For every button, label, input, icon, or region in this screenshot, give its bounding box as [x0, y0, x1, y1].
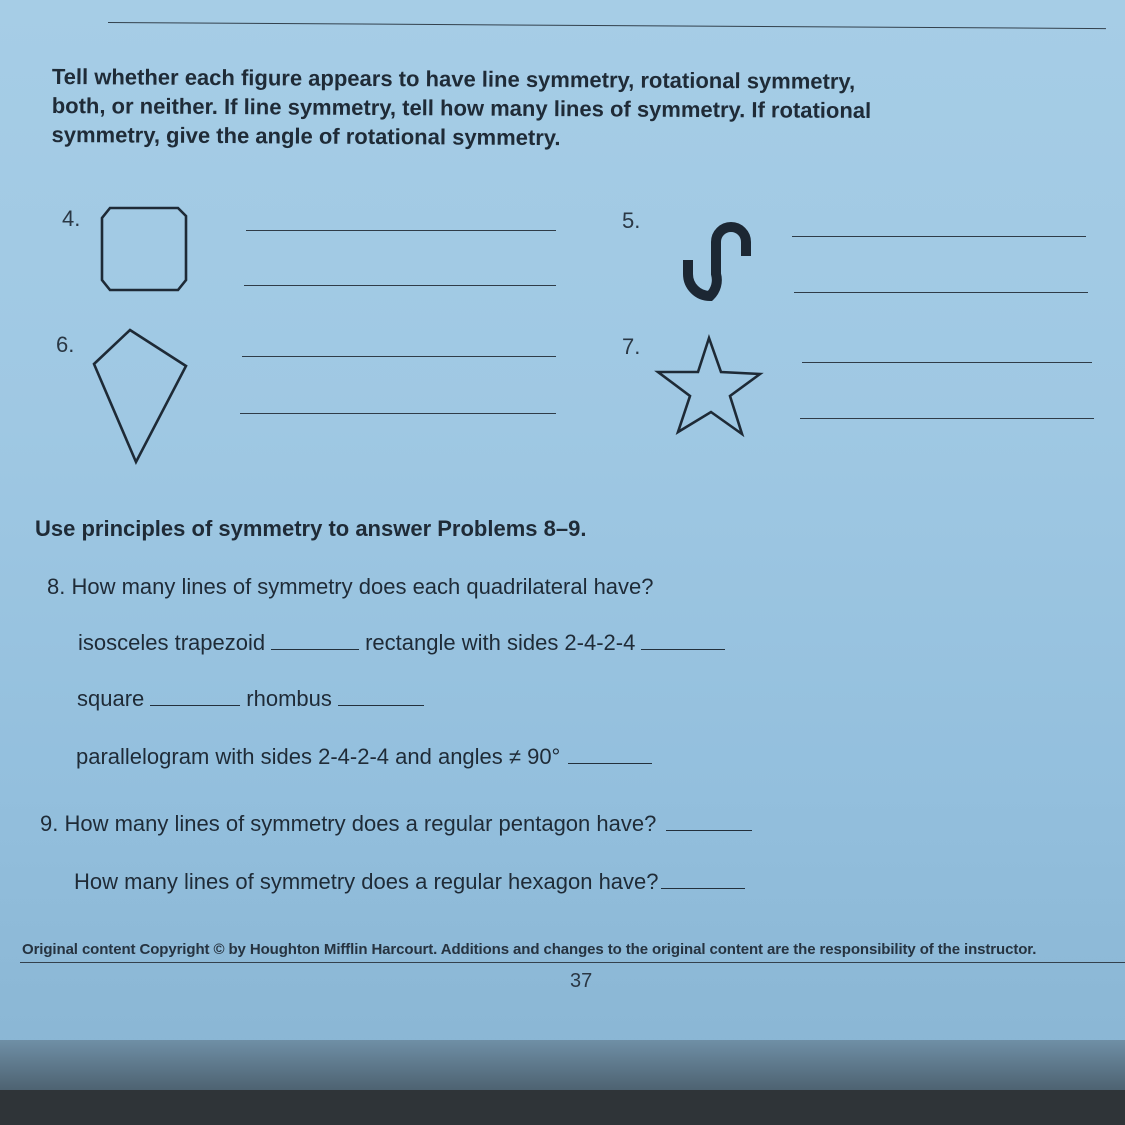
instructions-text: Tell whether each figure appears to have line symmetry, rotational symmetry, both, or neither. If line symmetry, tell how many lines of symmetry. If rotational symmetry, give the angle of rotational symmetry.	[51, 63, 872, 151]
q8-prompt: 8. How many lines of symmetry does each quadrilateral have?	[47, 574, 654, 599]
problem-number-7: 7.	[622, 334, 641, 359]
answer-line-7a[interactable]	[802, 362, 1092, 363]
label-square: square	[77, 686, 145, 711]
problem-number-4: 4.	[62, 206, 81, 231]
s-curve-icon	[676, 212, 756, 302]
q8-row-2	[77, 686, 424, 712]
copyright-notice: Original content Copyright © by Houghton Mifflin Harcourt. Additions and changes to the original content are the responsibility of the instructor.	[22, 941, 1037, 958]
answer-line-4b[interactable]	[244, 285, 556, 286]
q9-row-1	[40, 811, 752, 837]
blank-pentagon[interactable]	[666, 829, 752, 831]
label-rectangle: rectangle with sides 2-4-2-4	[365, 630, 636, 655]
answer-line-5b[interactable]	[794, 292, 1088, 293]
blank-hexagon[interactable]	[661, 887, 745, 889]
octagon-icon	[98, 206, 190, 292]
footer-rule	[20, 962, 1125, 963]
label-rhombus: rhombus	[246, 686, 332, 711]
blank-rhombus[interactable]	[338, 704, 424, 706]
answer-line-6a[interactable]	[242, 356, 556, 357]
blank-rectangle[interactable]	[641, 648, 725, 650]
q8-row-1	[78, 630, 725, 656]
q9-pentagon-prompt: 9. How many lines of symmetry does a regular pentagon have?	[40, 811, 657, 836]
star-icon	[656, 336, 766, 436]
label-parallelogram: parallelogram with sides 2-4-2-4 and angles ≠ 90°	[76, 744, 561, 769]
answer-line-5a[interactable]	[792, 236, 1086, 237]
blank-isosceles-trapezoid[interactable]	[271, 648, 359, 650]
q9-row-2	[74, 869, 745, 895]
answer-line-6b[interactable]	[240, 413, 556, 414]
label-isosceles-trapezoid: isosceles trapezoid	[78, 630, 266, 655]
page-edge-shadow	[0, 1040, 1125, 1095]
page-number: 37	[570, 970, 593, 992]
problem-number-5: 5.	[622, 208, 641, 233]
blank-square[interactable]	[150, 704, 240, 706]
problem-number-6: 6.	[56, 332, 75, 357]
q9-hexagon-prompt: How many lines of symmetry does a regular hexagon have?	[74, 869, 659, 894]
answer-line-7b[interactable]	[800, 418, 1094, 419]
kite-icon	[92, 328, 190, 464]
table-surface	[0, 1090, 1125, 1125]
q8-row-3	[76, 744, 652, 770]
section-heading: Use principles of symmetry to answer Problems 8–9.	[35, 516, 587, 541]
blank-parallelogram[interactable]	[568, 762, 652, 764]
answer-line-4a[interactable]	[246, 230, 556, 231]
